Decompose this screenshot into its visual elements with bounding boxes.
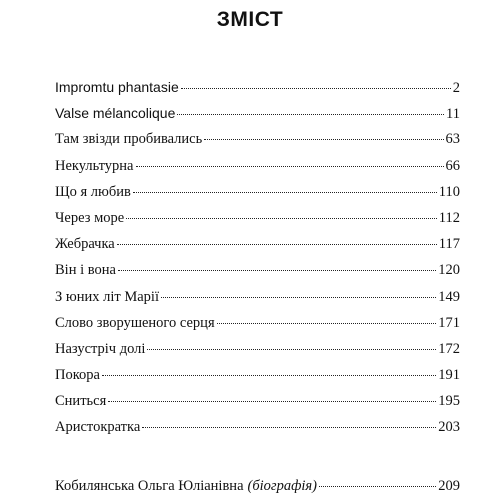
- dot-leader: [204, 139, 443, 140]
- toc-entry-title: Impromtu phantasie: [55, 79, 179, 95]
- dot-leader: [126, 218, 437, 219]
- dot-leader: [217, 323, 437, 324]
- toc-entry-page: 120: [438, 262, 460, 279]
- dot-leader: [142, 427, 436, 428]
- toc-entry: [55, 315, 460, 341]
- toc-entry: [55, 236, 460, 262]
- toc-entry: [55, 367, 460, 393]
- toc-entry-title: З юних літ Марії: [55, 288, 159, 305]
- dot-leader: [133, 192, 437, 193]
- toc-entry-title: Жебрачка: [55, 236, 115, 253]
- biography-entry: [55, 478, 460, 495]
- toc-entry-page: 172: [438, 340, 460, 357]
- dot-leader: [319, 486, 436, 487]
- dot-leader: [177, 114, 444, 115]
- toc-entry-page: 112: [438, 209, 460, 226]
- toc-entry-title: Некультурна: [55, 157, 134, 174]
- toc-entry: [55, 341, 460, 367]
- toc-entry-title: Аристократка: [55, 419, 141, 436]
- toc-entry-title: Покора: [55, 367, 100, 384]
- toc-entry: [55, 131, 460, 157]
- dot-leader: [118, 270, 436, 271]
- toc-entry: [55, 79, 460, 105]
- toc-entry: [55, 262, 460, 288]
- toc-entry-title: Слово зворушеного серця: [55, 314, 215, 331]
- page-title: ЗМІСТ: [216, 8, 284, 31]
- dot-leader: [117, 244, 437, 245]
- toc-entry-title: Сниться: [55, 393, 107, 410]
- toc-entry: [55, 393, 460, 419]
- toc-entry: [55, 289, 460, 315]
- toc-entry-title: Через море: [55, 209, 125, 226]
- toc-entry-page: 195: [438, 393, 460, 410]
- toc-entry-page: 2: [452, 80, 460, 96]
- dot-leader: [181, 88, 451, 89]
- toc-entry-page: 191: [438, 367, 460, 384]
- table-of-contents: [55, 79, 460, 446]
- toc-entry: [55, 105, 460, 131]
- dot-leader: [147, 349, 436, 350]
- dot-leader: [102, 375, 436, 376]
- toc-entry-page: 66: [445, 157, 460, 174]
- dot-leader: [161, 297, 436, 298]
- toc-entry: [55, 158, 460, 184]
- toc-entry-page: 117: [438, 236, 460, 253]
- toc-entry-title: Там звізди пробивались: [55, 131, 203, 148]
- biography-title: Кобилянська Ольга Юліанівна: [55, 478, 244, 494]
- toc-entry: [55, 210, 460, 236]
- dot-leader: [136, 166, 444, 167]
- toc-entry-title: Він і вона: [55, 262, 116, 279]
- toc-entry-page: 203: [438, 419, 460, 436]
- dot-leader: [108, 401, 436, 402]
- toc-entry-page: 63: [445, 131, 460, 148]
- biography-note: (біографія): [247, 478, 317, 494]
- toc-entry-page: 171: [438, 314, 460, 331]
- toc-entry-title: Назустріч долі: [55, 340, 146, 357]
- toc-entry-page: 11: [446, 106, 460, 123]
- toc-entry-title: Valse mélancolique: [55, 105, 176, 122]
- toc-entry: [55, 184, 460, 210]
- biography-page: 209: [438, 478, 460, 494]
- toc-entry-page: 149: [438, 288, 460, 305]
- toc-entry-title: Що я любив: [55, 183, 131, 200]
- toc-entry: [55, 419, 460, 445]
- toc-entry-page: 110: [438, 183, 460, 200]
